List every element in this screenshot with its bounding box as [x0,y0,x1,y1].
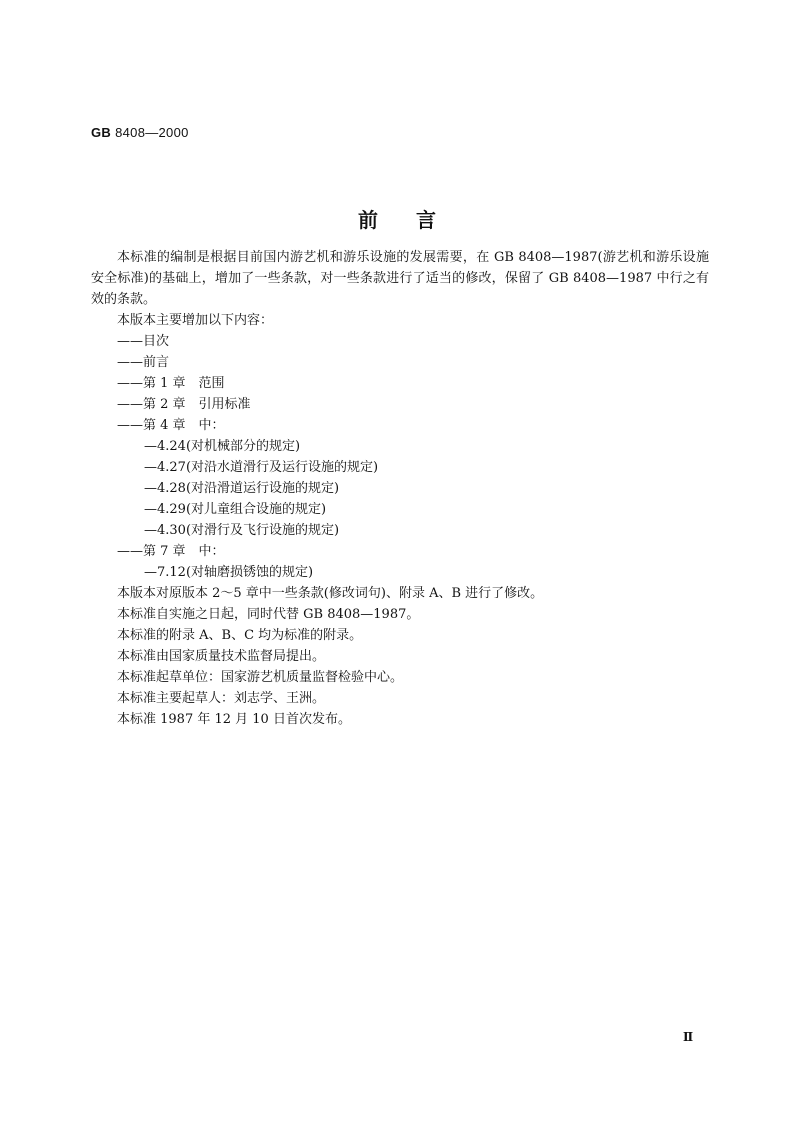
list-item: ——前言 [117,355,170,370]
sub-list-item: —4.30(对滑行及飞行设施的规定) [144,523,340,538]
list-item: ——第 1 章 范围 [117,376,225,391]
list-item: ——目次 [117,334,170,349]
body-line: 本标准主要起草人：刘志学、王洲。 [117,691,326,706]
standard-number: 8408—2000 [115,125,189,140]
body-line: 本标准自实施之日起，同时代替 GB 8408—1987。 [117,607,420,622]
sub-list-item: —4.29(对儿童组合设施的规定) [144,502,327,517]
body-line: 本版本主要增加以下内容： [117,313,274,328]
standard-code [91,125,189,140]
sub-list-item: —4.28(对沿滑道运行设施的规定) [144,481,340,496]
list-item: ——第 2 章 引用标准 [117,397,251,412]
intro-paragraph: 本标准的编制是根据目前国内游艺机和游乐设施的发展需要，在 GB 8408—1987(游艺机和游乐设施安全标准)的基础上，增加了一些条款，对一些条款进行了适当的修改，保留了 GB 8408—1987 中行之有效的条款。 [91,250,709,307]
list-item: ——第 4 章 中： [117,418,225,433]
sub-list-item: —7.12(对轴磨损锈蚀的规定) [144,565,314,580]
page-title: 前言 [358,208,474,232]
foreword-body [91,247,709,730]
body-line: 本标准 1987 年 12 月 10 日首次发布。 [117,712,351,727]
sub-list-item: —4.27(对沿水道滑行及运行设施的规定) [144,460,379,475]
body-line: 本版本对原版本 2～5 章中一些条款(修改词句)、附录 A、B 进行了修改。 [117,586,544,601]
standard-prefix: GB [91,125,112,140]
body-line: 本标准由国家质量技术监督局提出。 [117,649,326,664]
page-number: Ⅱ [683,1030,694,1044]
body-line: 本标准起草单位：国家游艺机质量监督检验中心。 [117,670,404,685]
list-item: ——第 7 章 中： [117,544,225,559]
sub-list-item: —4.24(对机械部分的规定) [144,439,301,454]
body-line: 本标准的附录 A、B、C 均为标准的附录。 [117,628,363,643]
